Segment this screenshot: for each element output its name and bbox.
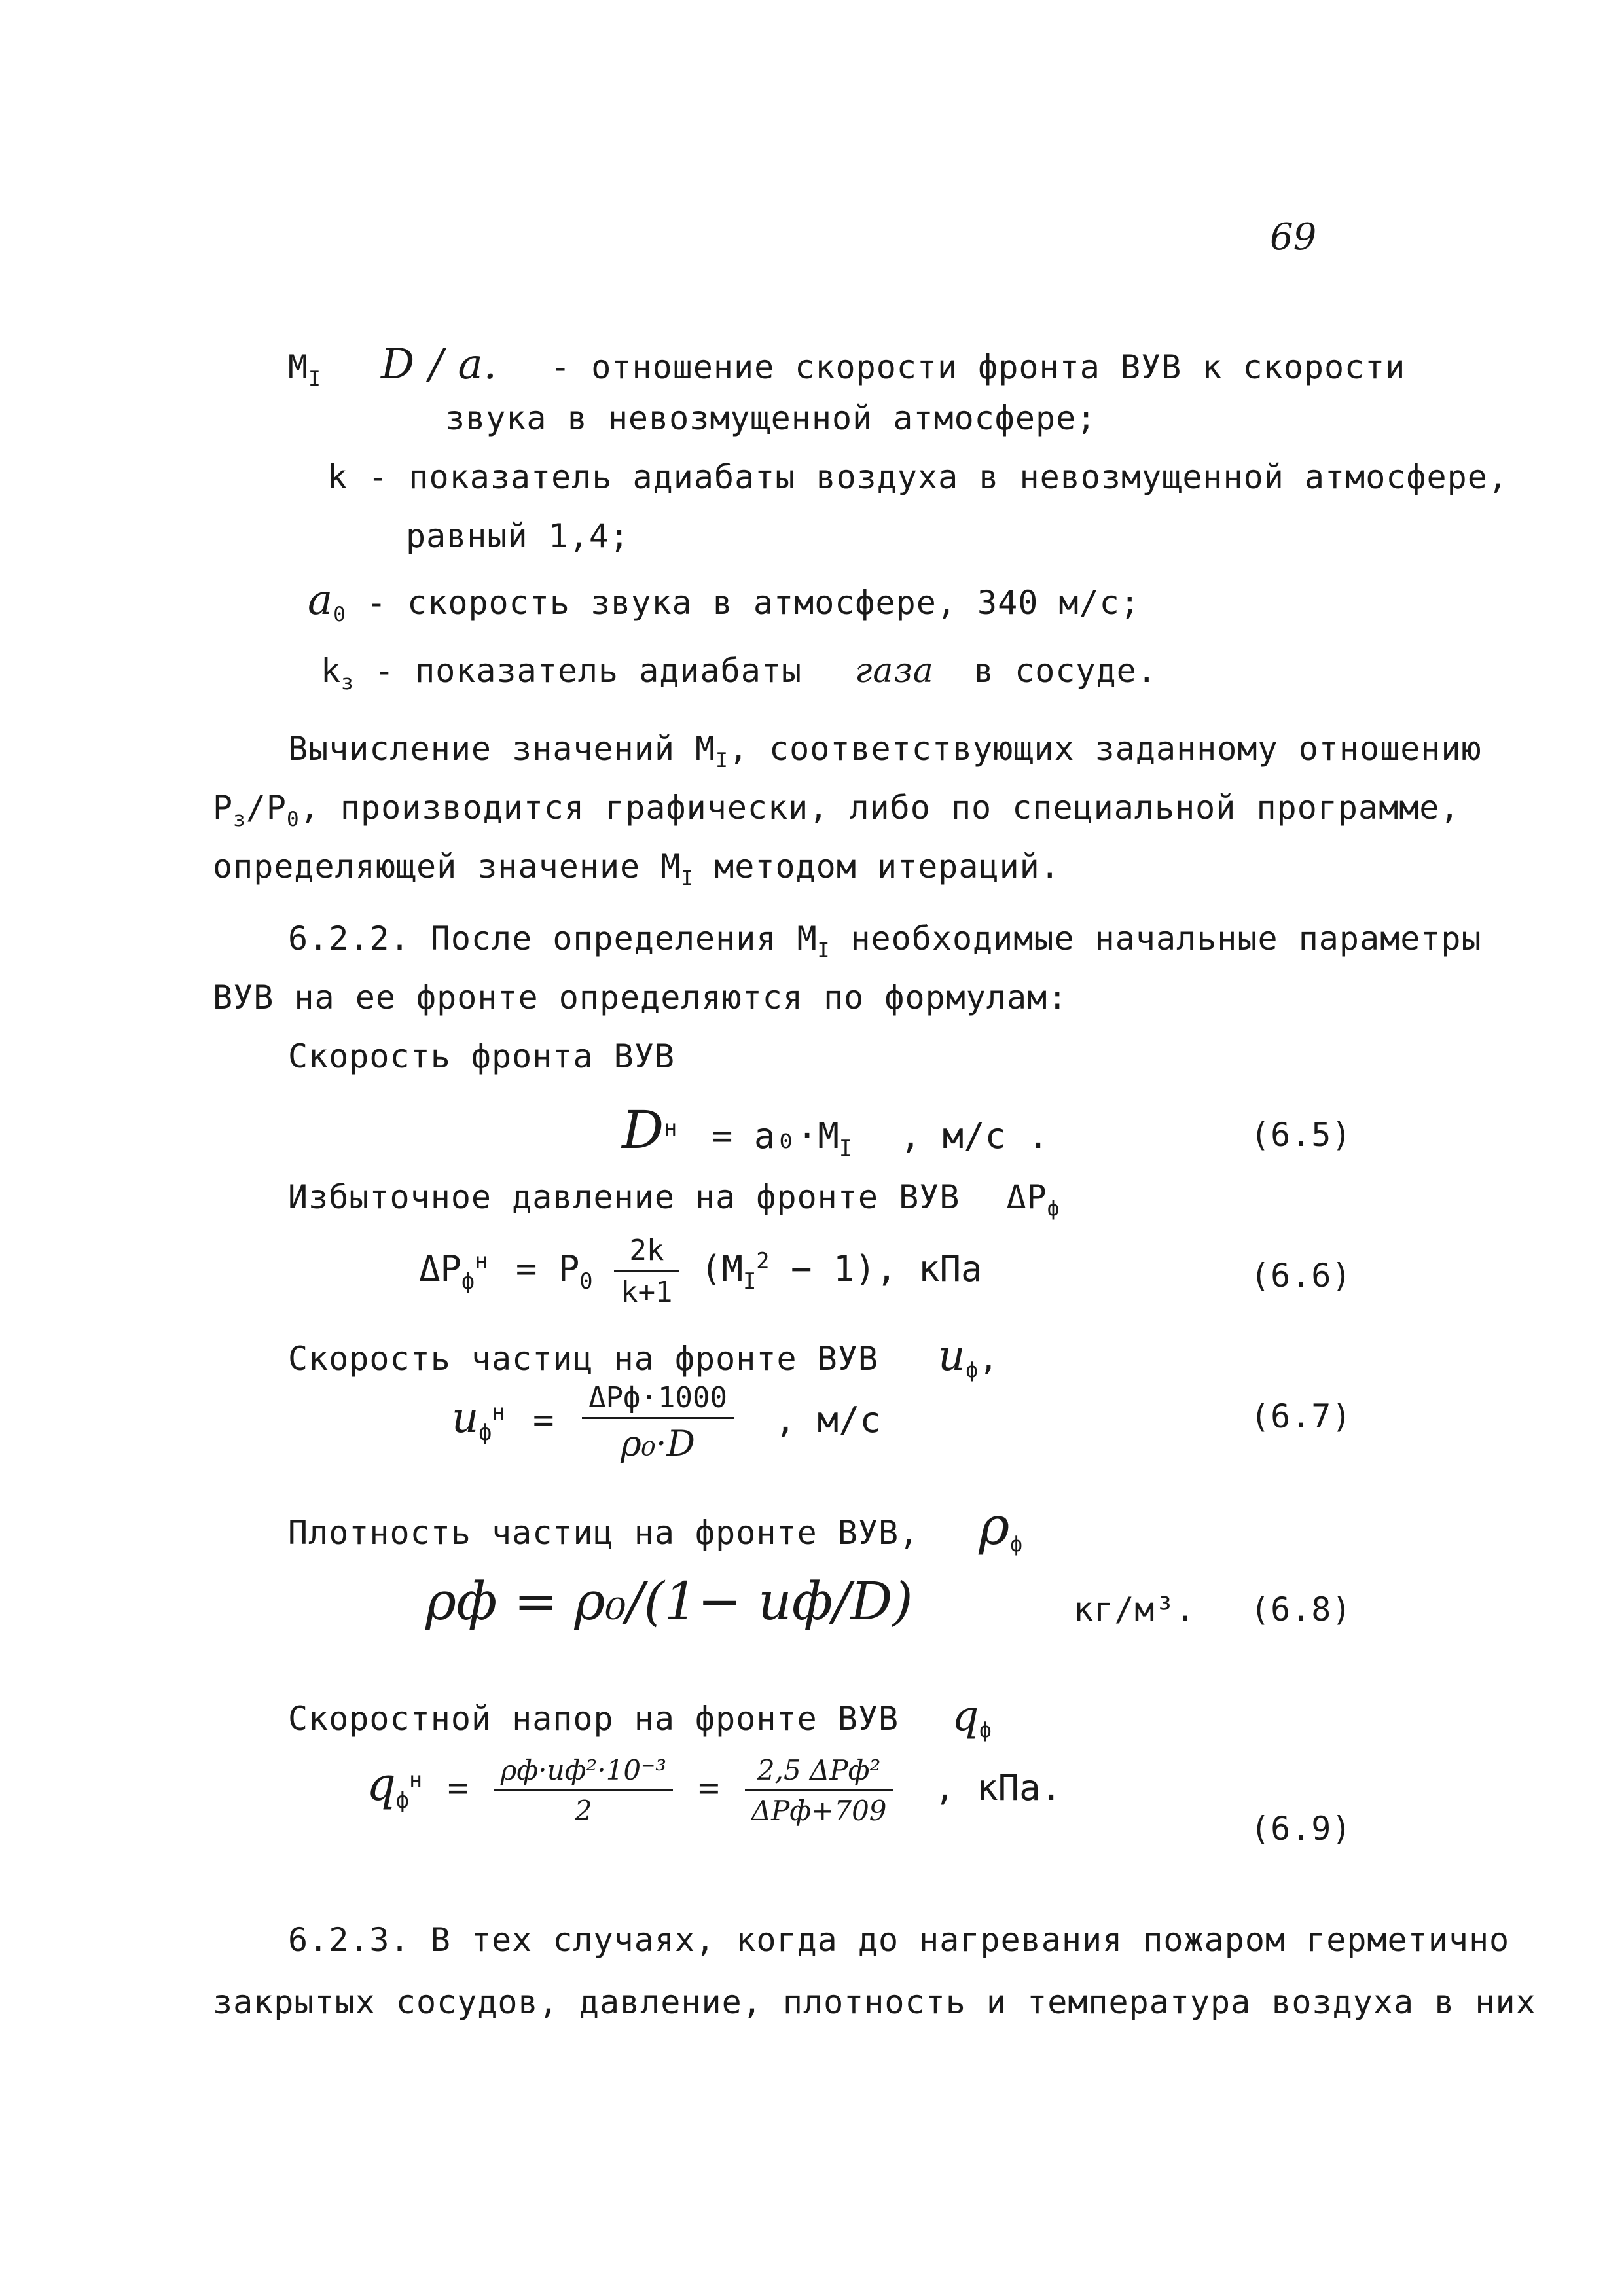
paragraph1-line3: определяющей значение $M_I$ методом итераций. <box>213 848 1060 890</box>
paragraph3-line1: 6.2.3. В тех случаях, когда до нагревания пожаром герметично <box>288 1921 1510 1959</box>
paragraph3-line2: закрытых сосудов, давление, плотность и температура воздуха в них <box>213 1983 1536 2021</box>
page-number: 69 <box>1270 216 1317 259</box>
fraction-2k-over-k1: $\frac{2k}{k+1}$ <box>614 1234 679 1309</box>
formula-6-8-unit: кг/м³. <box>1074 1590 1196 1628</box>
definition-a0: $a_0$ - скорость звука в атмосфере, 340 м/с; <box>308 576 1140 626</box>
paragraph2-line2: ВУВ на ее фронте определяются по формулам: <box>213 978 1068 1016</box>
paragraph2-line1: 6.2.2. После определения $M_I$ необходимые начальные параметры <box>288 920 1482 962</box>
definition-m1-cont: звука в невозмущенной атмосфере; <box>445 399 1097 437</box>
formula-6-9: $q_ф^н$ = $\frac{\text{ρф·uф²·10⁻³}}{2}$ = $\frac{\text{2,5 ΔPф²}}{\text{ΔPф+709}}$ , кПа. <box>367 1754 1062 1827</box>
formula-number-6-6: (6.6) <box>1250 1257 1352 1295</box>
formula-number-6-9: (6.9) <box>1250 1810 1352 1848</box>
formula-6-8-caption: Плотность частиц на фронте ВУВ, $\rho_ф$ <box>288 1496 1023 1556</box>
formula-6-8: ρф = ρ₀/(1− uф/D) <box>425 1571 913 1632</box>
formula-number-6-5: (6.5) <box>1250 1116 1352 1154</box>
fraction-q-2: $\frac{\text{2,5 ΔPф²}}{\text{ΔPф+709}}$ <box>745 1754 893 1827</box>
formula-6-6: $\Delta P_ф^н = P_0$ $\frac{2k}{k+1}$ $(M_I^2 - 1)$, кПа <box>419 1234 983 1309</box>
formula-6-7: $u_ф^н$ = $\frac{\text{ΔPф·1000}}{\text{ρ₀·D}}$ , м/с <box>452 1381 882 1464</box>
formula-number-6-8: (6.8) <box>1250 1590 1352 1628</box>
paragraph1-line2: $P_з/P_0$, производится графически, либо по специальной программе, <box>213 789 1460 831</box>
formula-number-6-7: (6.7) <box>1250 1397 1352 1435</box>
formula-6-6-caption: Избыточное давление на фронте ВУВ $\Delta P_ф$ <box>288 1178 1060 1221</box>
definition-k: k - показатель адиабаты воздуха в невозмущенной атмосфере, <box>327 458 1508 496</box>
definition-k-cont: равный 1,4; <box>406 517 630 555</box>
paragraph1-line1: Вычисление значений $M_I$, соответствующих заданному отношению <box>288 730 1482 772</box>
formula-6-5-caption: Скорость фронта ВУВ <box>288 1037 675 1075</box>
definition-m1: $M_I$ D / a. - отношение скорости фронта ВУВ к скорости <box>288 340 1406 391</box>
formula-6-7-caption: Скорость частиц на фронте ВУВ $u_ф$, <box>288 1332 1000 1382</box>
fraction-u-phi: $\frac{\text{ΔPф·1000}}{\text{ρ₀·D}}$ <box>582 1381 734 1464</box>
formula-6-5: $D^н = a_0\cdot M_I$ , м/с . <box>622 1100 1049 1161</box>
fraction-q-1: $\frac{\text{ρф·uф²·10⁻³}}{2}$ <box>494 1754 673 1827</box>
formula-6-9-caption: Скоростной напор на фронте ВУВ $q_ф$ <box>288 1692 992 1742</box>
definition-k3: $k_з$ - показатель адиабаты газа в сосуде. <box>321 651 1157 694</box>
